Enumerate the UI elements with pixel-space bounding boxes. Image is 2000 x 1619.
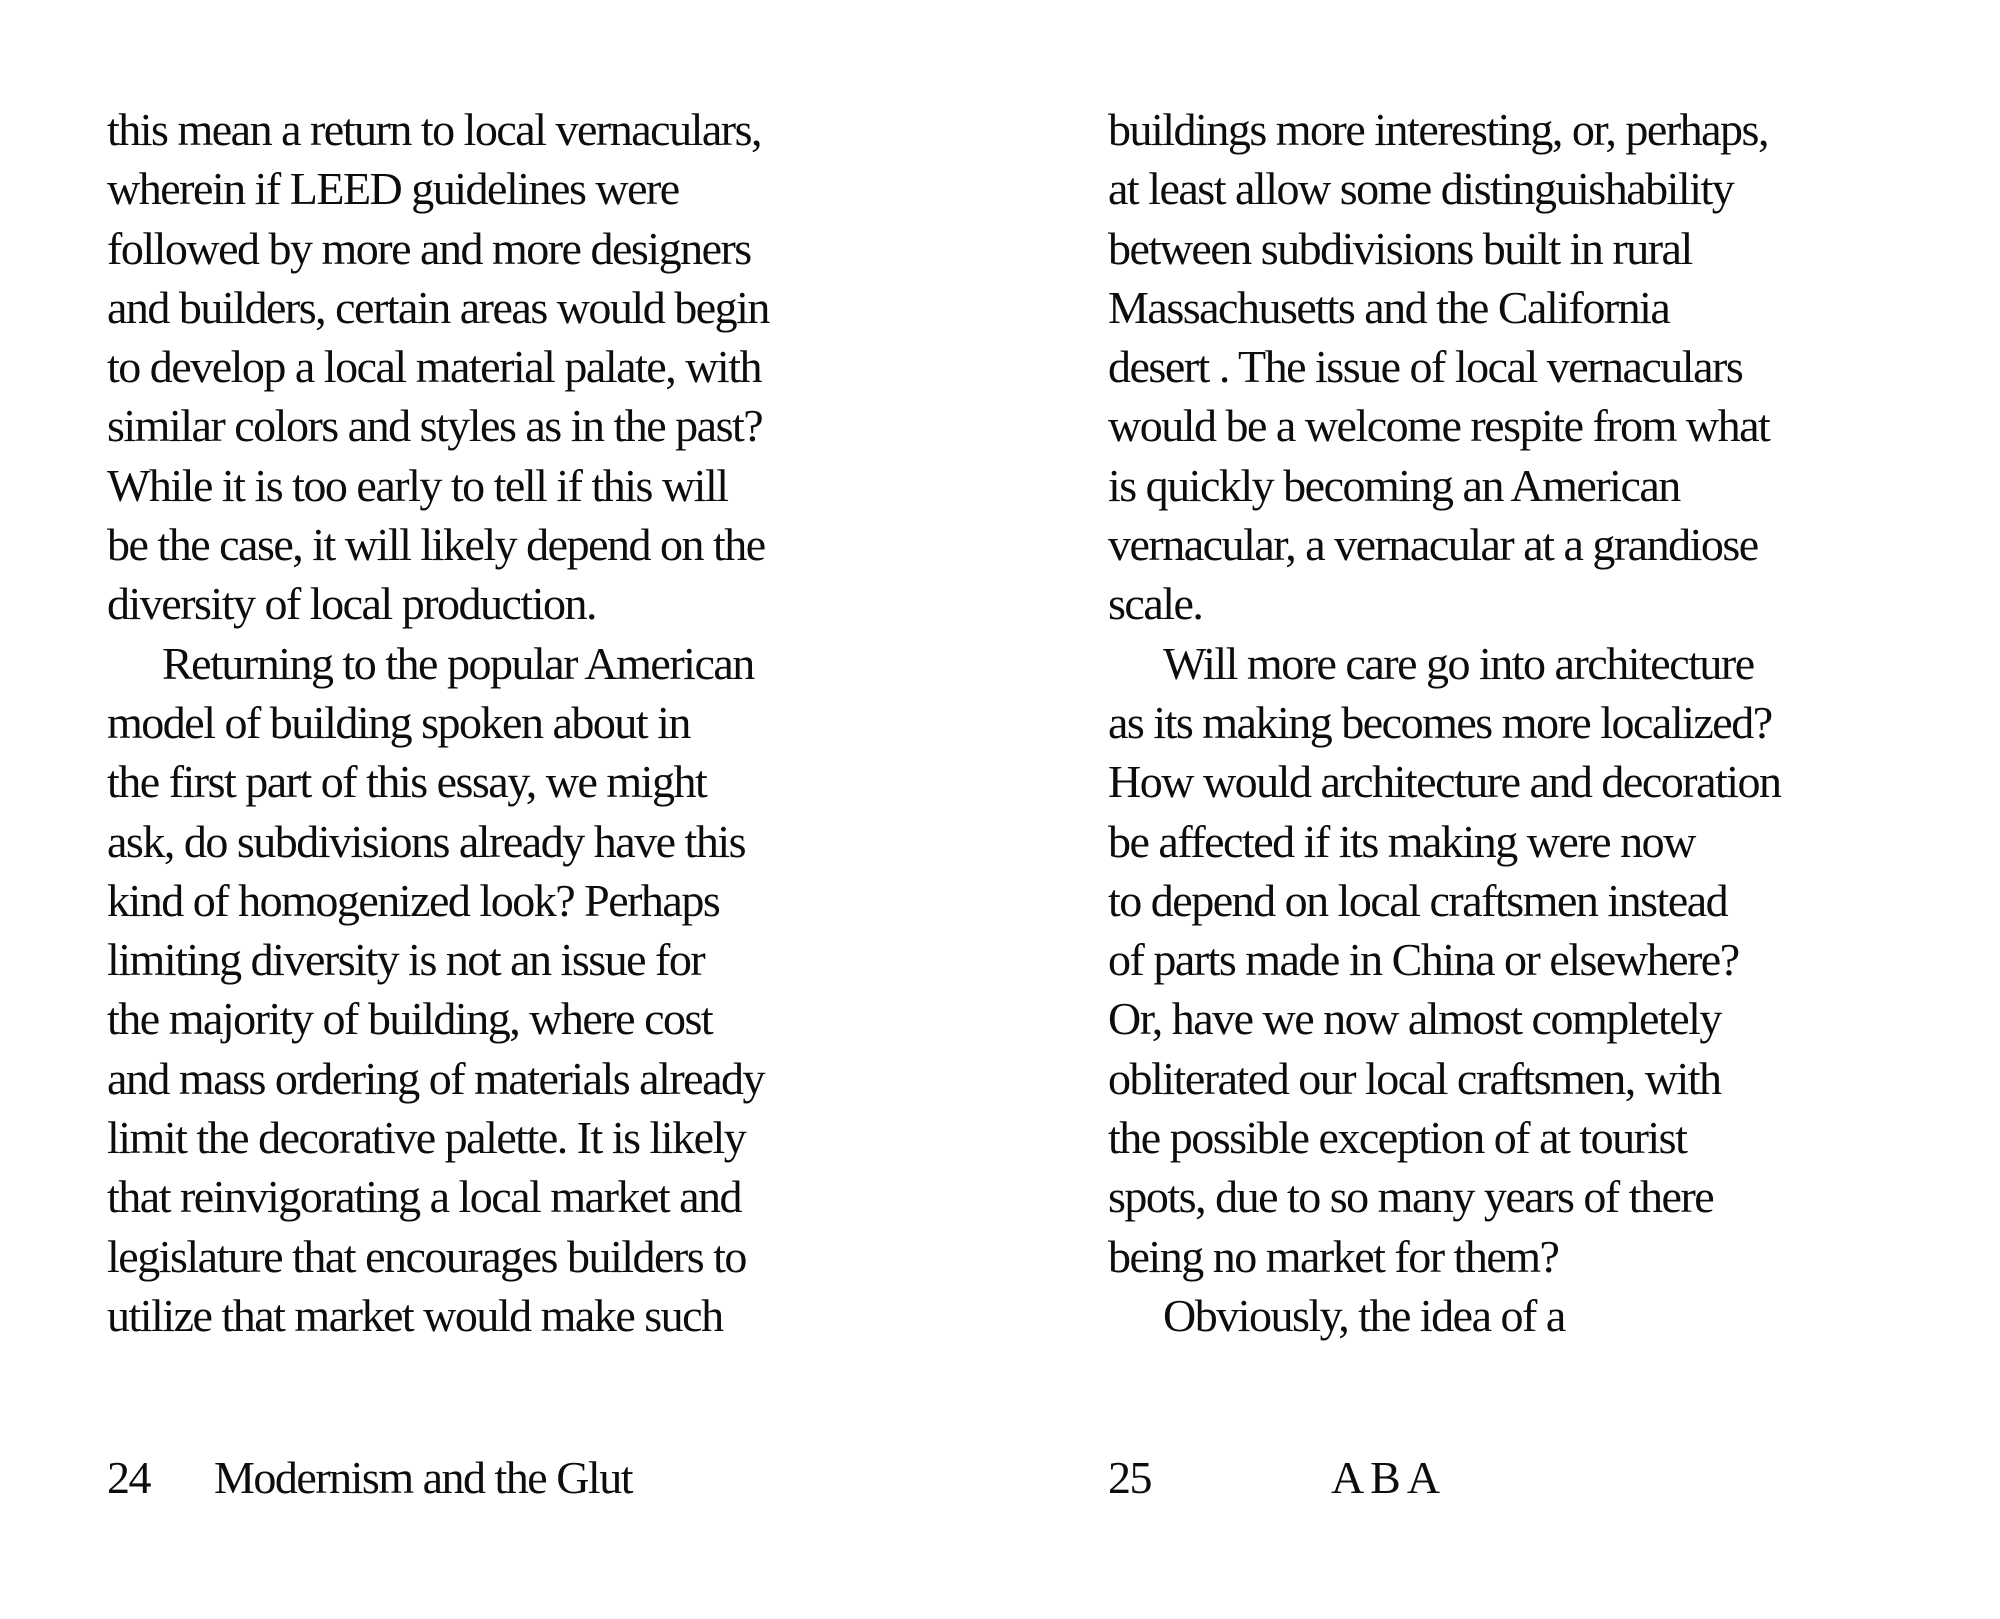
text-line: and builders, certain areas would begin <box>107 281 769 333</box>
text-line: the first part of this essay, we might <box>107 756 707 808</box>
text-line: spots, due to so many years of there <box>1108 1171 1714 1223</box>
right-page-number: 25 <box>1108 1452 1151 1503</box>
text-line: as its making becomes more localized? <box>1108 696 1772 748</box>
text-line: of parts made in China or elsewhere? <box>1108 934 1739 986</box>
text-line: legislature that encourages builders to <box>107 1230 746 1282</box>
left-text-column <box>107 100 907 1345</box>
text-line: wherein if LEED guidelines were <box>107 163 679 215</box>
text-line: followed by more and more designers <box>107 222 751 274</box>
text-line: this mean a return to local vernaculars, <box>107 104 761 155</box>
text-line: buildings more interesting, or, perhaps, <box>1108 104 1768 155</box>
text-line: would be a welcome respite from what <box>1108 400 1770 452</box>
text-line: kind of homogenized look? Perhaps <box>107 874 720 926</box>
text-line: limit the decorative palette. It is likely <box>107 1112 746 1164</box>
text-line: be the case, it will likely depend on the <box>107 519 765 571</box>
text-line: ask, do subdivisions already have this <box>107 815 746 867</box>
text-line: the possible exception of at tourist <box>1108 1112 1687 1164</box>
text-line: similar colors and styles as in the past? <box>107 400 763 452</box>
text-line: Or, have we now almost completely <box>1108 993 1721 1045</box>
text-line: diversity of local production. <box>107 578 596 630</box>
text-line: at least allow some distinguishability <box>1108 163 1734 215</box>
text-line: How would architecture and decoration <box>1108 756 1781 808</box>
right-page-footer <box>1108 1452 1439 1504</box>
left-running-title: Modernism and the Glut <box>214 1452 632 1503</box>
text-line: that reinvigorating a local market and <box>107 1171 742 1223</box>
page-right <box>1000 0 2000 1619</box>
text-line: scale. <box>1108 578 1203 630</box>
text-line: obliterated our local craftsmen, with <box>1108 1052 1721 1104</box>
text-line: limiting diversity is not an issue for <box>107 934 705 986</box>
text-line: model of building spoken about in <box>107 696 690 748</box>
text-line: to develop a local material palate, with <box>107 341 761 393</box>
text-line: vernacular, a vernacular at a grandiose <box>1108 519 1758 571</box>
text-line: between subdivisions built in rural <box>1108 222 1692 274</box>
text-line: While it is too early to tell if this will <box>107 459 728 511</box>
text-line: utilize that market would make such <box>107 1289 723 1341</box>
text-line: be affected if its making were now <box>1108 815 1695 867</box>
left-page-footer <box>107 1452 632 1504</box>
text-line: the majority of building, where cost <box>107 993 713 1045</box>
text-line: Will more care go into architecture <box>1163 637 1754 689</box>
right-running-title: A B A <box>1331 1452 1439 1503</box>
text-line: Returning to the popular American <box>162 637 754 689</box>
text-line: desert . The issue of local vernaculars <box>1108 341 1743 393</box>
left-page-number: 24 <box>107 1452 150 1503</box>
text-line: is quickly becoming an American <box>1108 459 1680 511</box>
text-line: Obviously, the idea of a <box>1163 1289 1565 1341</box>
text-line: to depend on local craftsmen instead <box>1108 874 1728 926</box>
text-line: and mass ordering of materials already <box>107 1052 765 1104</box>
text-line: Massachusetts and the California <box>1108 281 1670 333</box>
right-text-column <box>1108 100 1948 1345</box>
text-line: being no market for them? <box>1108 1230 1559 1282</box>
